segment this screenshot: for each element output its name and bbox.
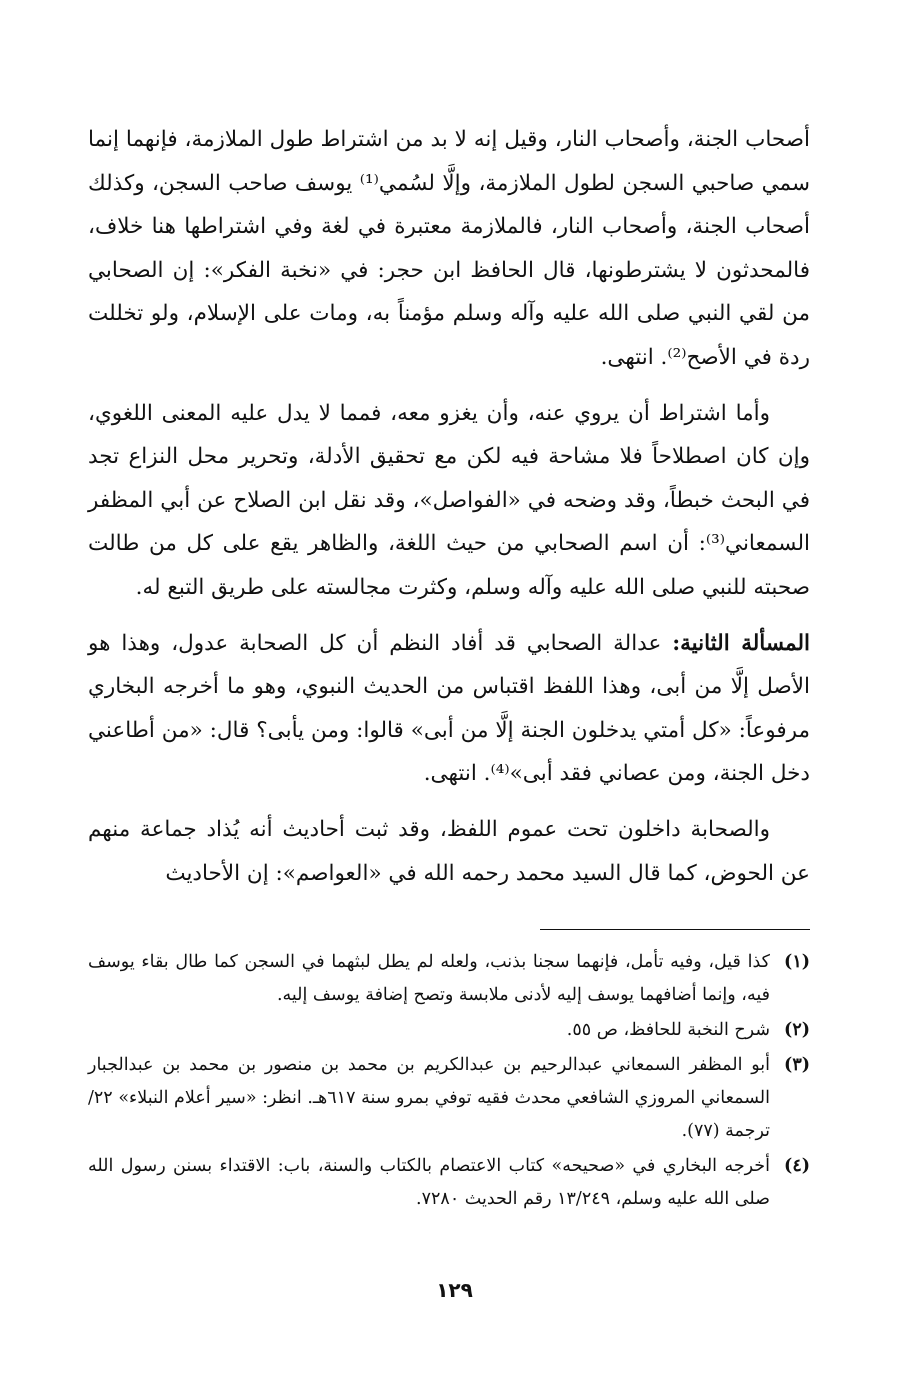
paragraph-4: والصحابة داخلون تحت عموم اللفظ، وقد ثبت أحاديث أنه يُذاد جماعة منهم عن الحوض، كما قال السيد محمد رحمه الله في «العواصم»: إن الأحاديث (88, 816, 810, 886)
footnote-text: أخرجه البخاري في «صحيحه» كتاب الاعتصام بالكتاب والسنة، باب: الاقتداء بسنن رسول الله صلى الله عليه وسلم، ١٣/٢٤٩ رقم الحديث ٧٢٨٠. (88, 1156, 770, 1210)
page-number: ١٢٩ (436, 1278, 473, 1302)
paragraph-3 (88, 622, 810, 796)
footnote-text: أبو المظفر السمعاني عبدالرحيم بن عبدالكريم بن محمد بن منصور بن محمد بن عبدالجبار السمعاني المروزي الشافعي محدث فقيه توفي بمرو سنة ٦١٧هـ. انظر: «سير أعلام النبلاء» ٢٢/ ترجمة (٧٧). (88, 1055, 770, 1142)
footnote-text: شرح النخبة للحافظ، ص ٥٥. (566, 1020, 770, 1041)
footnote-separator (540, 929, 810, 930)
paragraph-3-text: عدالة الصحابي قد أفاد النظم أن كل الصحابة عدول، وهذا هو الأصل إلَّا من أبى، وهذا اللفظ اقتباس من الحديث النبوي، وهو ما أخرجه البخاري مرفوعاً: «كل أمتي يدخلون الجنة إلَّا من أبى» قالوا: ومن يأبى؟ قال: «من أطاعني دخل الجنة، ومن عصاني فقد أبى»⁽⁴⁾. انتهى. (88, 630, 810, 787)
page-content (88, 118, 810, 1218)
footnote (88, 1049, 810, 1148)
footnote (88, 1014, 810, 1047)
footnote-number: (٢) (784, 1020, 810, 1041)
paragraph-2: وأما اشتراط أن يروي عنه، وأن يغزو معه، فمما لا يدل عليه المعنى اللغوي، وإن كان اصطلاحاً فلا مشاحة فيه لكن مع تحقيق الأدلة، وتحرير محل النزاع تجد في البحث خبطاً، وقد وضحه في «الفواصل»، وقد نقل ابن الصلاح عن أبي المظفر السمعاني⁽³⁾: أن اسم الصحابي من حيث اللغة، والظاهر يقع على كل من طالت صحبته للنبي صلى الله عليه وآله وسلم، وكثرت مجالسته على طريق التبع له. (88, 400, 810, 600)
section-heading: المسألة الثانية: (672, 630, 810, 656)
footnote-number: (٣) (784, 1055, 810, 1076)
footnote-separator-wrap (88, 907, 810, 936)
footnote-text: كذا قيل، وفيه تأمل، فإنهما سجنا بذنب، ولعله لم يطل لبثهما في السجن كما طال بقاء يوسف فيه، وإنما أضافهما يوسف إليه لأدنى ملابسة وتصح إضافة يوسف إليه. (88, 952, 770, 1006)
footnote-number: (٤) (784, 1156, 810, 1177)
footnote (88, 1150, 810, 1216)
paragraph-1: أصحاب الجنة، وأصحاب النار، وقيل إنه لا بد من اشتراط طول الملازمة، فإنهما إنما سمي صاحبي السجن لطول الملازمة، وإلَّا لسُمي⁽¹⁾ يوسف صاحب السجن، وكذلك أصحاب الجنة، وأصحاب النار، فالملازمة معتبرة في لغة وفي اشتراطها هنا خلاف، فالمحدثون لا يشترطونها، قال الحافظ ابن حجر: في «نخبة الفكر»: إن الصحابي من لقي النبي صلى الله عليه وآله وسلم مؤمناً به، ومات على الإسلام، ولو تخللت ردة في الأصح⁽²⁾. انتهى. (88, 127, 810, 370)
footnote (88, 946, 810, 1012)
footnote-number: (١) (784, 952, 810, 973)
main-text (88, 118, 810, 895)
footnotes (88, 946, 810, 1216)
